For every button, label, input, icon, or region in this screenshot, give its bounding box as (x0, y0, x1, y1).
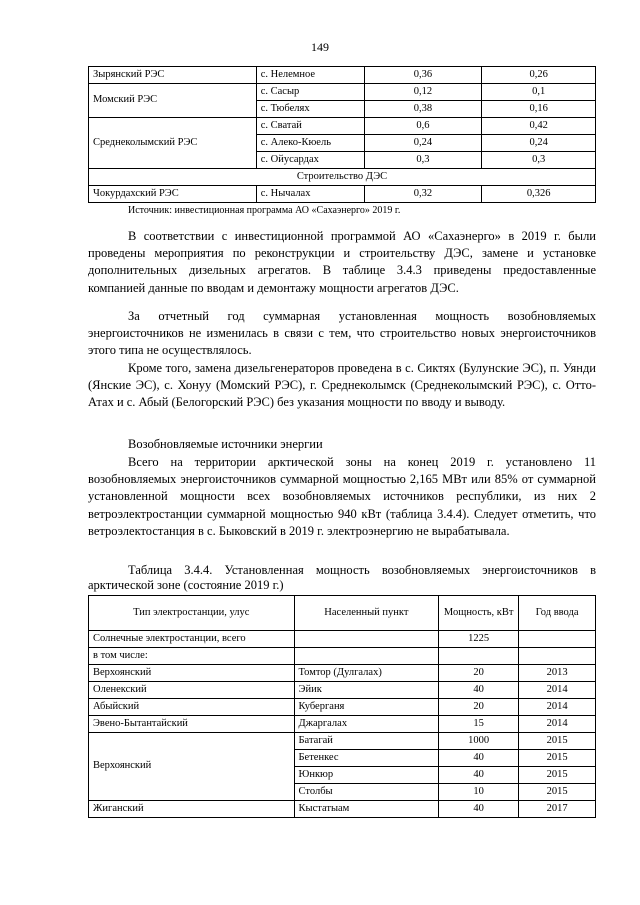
value-cell: 0,24 (482, 135, 596, 152)
res-cell: Момский РЭС (89, 84, 257, 118)
column-header: Тип электростанции, улус (89, 596, 295, 631)
table-row (89, 665, 596, 682)
paragraph (88, 454, 596, 540)
table-total-row (89, 631, 596, 648)
settlement-cell: Батагай (294, 733, 439, 750)
year-cell: 2015 (519, 784, 596, 801)
value-cell: 0,16 (482, 101, 596, 118)
column-header: Мощность, кВт (439, 596, 519, 631)
settlement-cell: Джаргалах (294, 716, 439, 733)
year-cell: 2017 (519, 801, 596, 818)
value-cell: 0,32 (364, 186, 482, 203)
value-cell: 0,24 (364, 135, 482, 152)
district-cell: Эвено-Бытантайский (89, 716, 295, 733)
settlement-cell: с. Тюбелях (256, 101, 364, 118)
empty-cell (294, 631, 439, 648)
power-cell: 20 (439, 665, 519, 682)
year-cell: 2014 (519, 682, 596, 699)
table-row (89, 699, 596, 716)
table-row (89, 716, 596, 733)
table-des-modernization (88, 66, 596, 203)
value-cell: 0,3 (364, 152, 482, 169)
table-section-row (89, 169, 596, 186)
year-cell: 2013 (519, 665, 596, 682)
value-cell: 0,38 (364, 101, 482, 118)
settlement-cell: с. Сватай (256, 118, 364, 135)
settlement-cell: Эйик (294, 682, 439, 699)
column-header: Год ввода (519, 596, 596, 631)
value-cell: 0,6 (364, 118, 482, 135)
year-cell: 2015 (519, 750, 596, 767)
settlement-cell: с. Алеко-Кюель (256, 135, 364, 152)
paragraph-text: Кроме того, замена дизельгенераторов проведена в с. Сиктях (Булунские ЭС), п. Уянди (Янские ЭС), с. Хонуу (Момский РЭС), г. Среднеколымск (Среднеколымский РЭС), с. Отто-Атах и с. Абый (Белогорский РЭС) без указания мощности по вводу и выводу. (88, 361, 596, 410)
year-cell: 2015 (519, 733, 596, 750)
settlement-cell: Бетенкес (294, 750, 439, 767)
paragraph-text: В соответствии с инвестиционной программой АО «Сахаэнерго» в 2019 г. были проведены мероприятия по реконструкции и строительству ДЭС, замене и установке дополнительных дизельных агрегатов. В таблице 3.4.3 приведены предоставленные компанией данные по вводам и демонтажу мощности агрегатов ДЭС. (88, 229, 596, 295)
power-cell: 15 (439, 716, 519, 733)
res-cell: Среднеколымский РЭС (89, 118, 257, 169)
district-cell: Верхоянский (89, 665, 295, 682)
value-cell: 0,42 (482, 118, 596, 135)
value-cell: 0,36 (364, 67, 482, 84)
value-cell: 0,26 (482, 67, 596, 84)
settlement-cell: Юнкюр (294, 767, 439, 784)
settlement-cell: Куберганя (294, 699, 439, 716)
table-row (89, 118, 596, 135)
settlement-cell: с. Ойусардах (256, 152, 364, 169)
total-value-cell: 1225 (439, 631, 519, 648)
settlement-cell: Томтор (Дулгалах) (294, 665, 439, 682)
value-cell: 0,12 (364, 84, 482, 101)
table-header-row (89, 596, 596, 631)
table-row (89, 84, 596, 101)
paragraph (88, 308, 596, 360)
empty-cell (519, 631, 596, 648)
district-cell: Верхоянский (89, 733, 295, 801)
res-cell: Чокурдахский РЭС (89, 186, 257, 203)
power-cell: 40 (439, 801, 519, 818)
subheader-cell: в том числе: (89, 648, 295, 665)
paragraph-text: За отчетный год суммарная установленная мощность возобновляемых энергоисточников не изменилась в связи с тем, что строительство новых энергоисточников этого типа не осуществлялось. (88, 309, 596, 358)
value-cell: 0,3 (482, 152, 596, 169)
table-row (89, 733, 596, 750)
power-cell: 40 (439, 767, 519, 784)
table-caption: Таблица 3.4.4. Установленная мощность возобновляемых энергоисточников в арктической зоне (состояние 2019 г.) (88, 563, 596, 592)
section-cell: Строительство ДЭС (89, 169, 596, 186)
value-cell: 0,326 (482, 186, 596, 203)
settlement-cell: с. Нелемное (256, 67, 364, 84)
power-cell: 20 (439, 699, 519, 716)
value-cell: 0,1 (482, 84, 596, 101)
section-heading (88, 436, 596, 453)
year-cell: 2015 (519, 767, 596, 784)
empty-cell (294, 648, 439, 665)
total-label-cell: Солнечные электростанции, всего (89, 631, 295, 648)
empty-cell (519, 648, 596, 665)
power-cell: 40 (439, 750, 519, 767)
table-row (89, 67, 596, 84)
district-cell: Оленекский (89, 682, 295, 699)
section-heading-text: Возобновляемые источники энергии (128, 437, 323, 451)
power-cell: 40 (439, 682, 519, 699)
district-cell: Абыйский (89, 699, 295, 716)
year-cell: 2014 (519, 716, 596, 733)
table-renewable-capacity (88, 595, 596, 818)
table-row (89, 682, 596, 699)
paragraph (88, 228, 596, 297)
table-row (89, 801, 596, 818)
column-header: Населенный пункт (294, 596, 439, 631)
empty-cell (439, 648, 519, 665)
settlement-cell: Кыстатыам (294, 801, 439, 818)
year-cell: 2014 (519, 699, 596, 716)
settlement-cell: с. Сасыр (256, 84, 364, 101)
paragraph-text: Всего на территории арктической зоны на конец 2019 г. установлено 11 возобновляемых энергоисточников суммарной мощностью 2,165 МВт или 85% от суммарной установленной мощности всех возобновляемых источников республики, из них 2 ветроэлектростанции суммарной мощностью 940 кВт (таблица 3.4.4). Следует отметить, что ветроэлектостанция в с. Быковский в 2019 г. электроэнергию не вырабатывала. (88, 455, 596, 538)
settlement-cell: с. Нычалах (256, 186, 364, 203)
district-cell: Жиганский (89, 801, 295, 818)
table-source-note: Источник: инвестиционная программа АО «Сахаэнерго» 2019 г. (128, 205, 401, 216)
power-cell: 1000 (439, 733, 519, 750)
power-cell: 10 (439, 784, 519, 801)
settlement-cell: Столбы (294, 784, 439, 801)
page-number: 149 (311, 40, 329, 54)
table-subheader-row (89, 648, 596, 665)
paragraph (88, 360, 596, 412)
res-cell: Зырянский РЭС (89, 67, 257, 84)
table-row (89, 186, 596, 203)
